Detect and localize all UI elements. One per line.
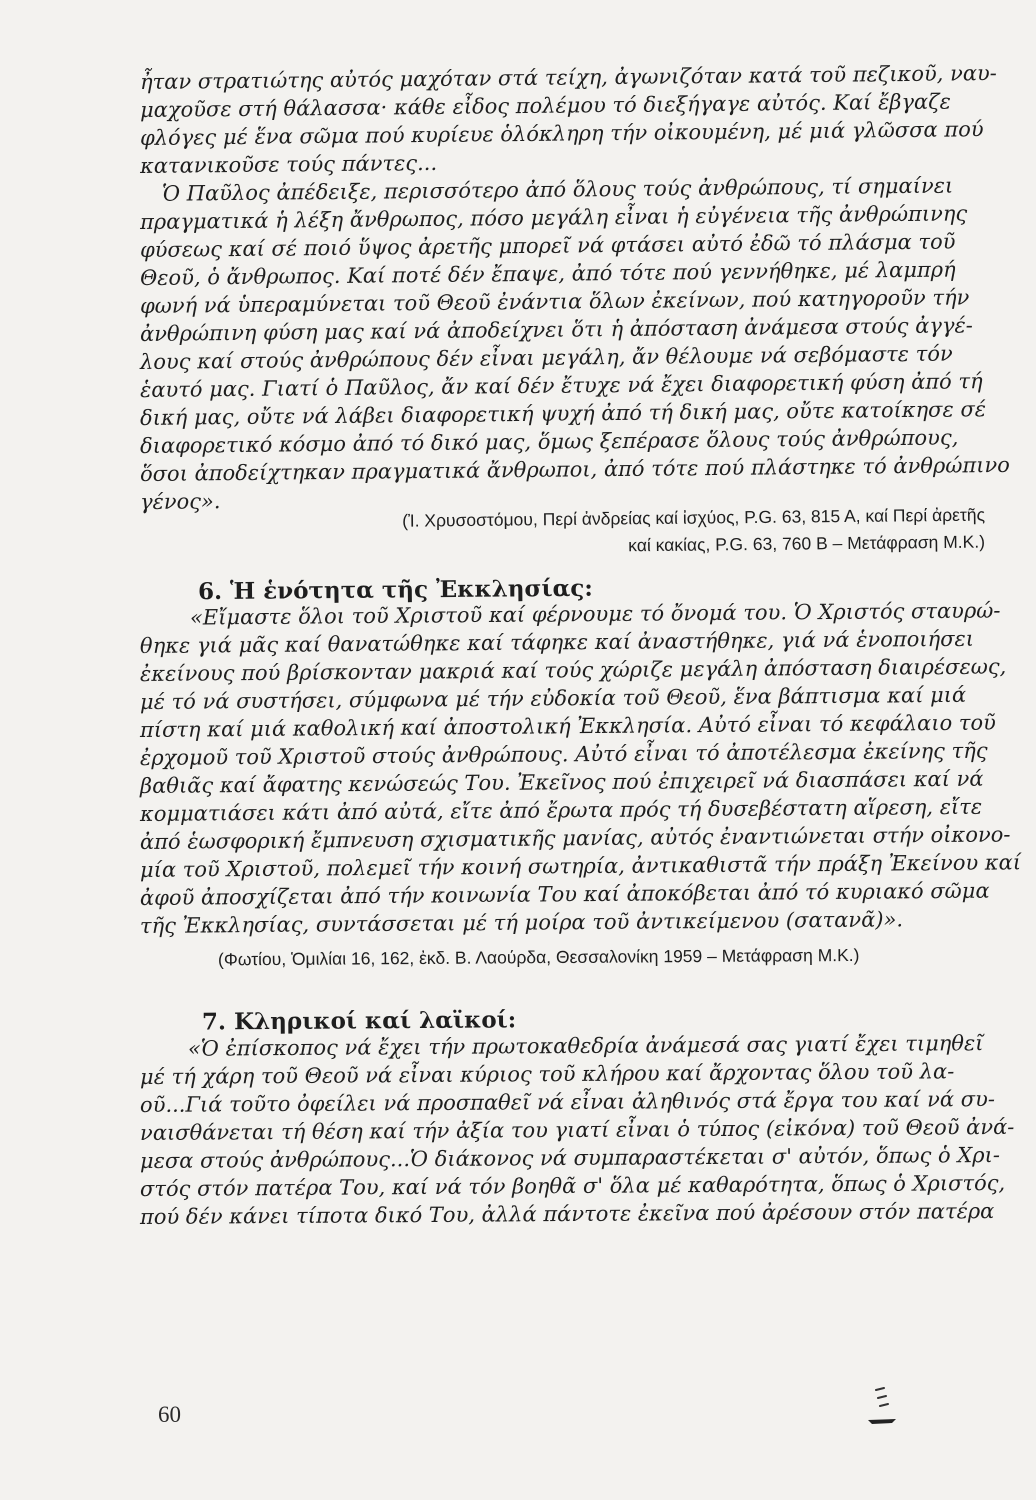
text-line: «Ὁ ἐπίσκοπος νά ἔχει τήν πρωτοκαθεδρία ἀνάμεσά σας γιατί ἔχει τιμηθεῖ xyxy=(187,1031,984,1061)
text-line: βαθιᾶς καί ἄφατης κενώσεώς Του. Ἐκεῖνος πού ἐπιχειρεῖ νά διασπάσει καί νά xyxy=(139,766,984,798)
text-line: ἦταν στρατιώτης αὐτός μαχόταν στά τείχη, ἀγωνιζόταν κατά τοῦ πεζικοῦ, ναυ- xyxy=(139,61,997,94)
text-line: Ὁ Παῦλος ἀπέδειξε, περισσότερο ἀπό ὅλους τούς ἀνθρώπους, τί σημαίνει xyxy=(161,173,954,206)
text-line: πίστη καί μιά καθολική καί ἀποστολική Ἐκκλησία. Αὐτό εἶναι τό κεφάλαιο τοῦ xyxy=(139,710,996,742)
text-line: «Εἴμαστε ὅλοι τοῦ Χριστοῦ καί φέρνουμε τό ὄνομά του. Ὁ Χριστός σταυρώ- xyxy=(189,598,1001,630)
text-line: κατανικοῦσε τούς πάντες... xyxy=(139,150,438,178)
text-line: ἑαυτό μας. Γιατί ὁ Παῦλος, ἄν καί δέν ἔτυχε νά ἔχει διαφορετική φύση ἀπό τή xyxy=(139,369,983,402)
text-line: φλόγες μέ ἕνα σῶμα πού κυρίευε ὁλόκληρη τήν οἰκουμένη, μέ μιά γλῶσσα πού xyxy=(139,117,984,150)
page-body xyxy=(139,61,1022,1231)
text-line: πού δέν κάνει τίποτα δικό Του, ἀλλά πάντοτε ἐκεῖνα πού ἀρέσουν στόν πατέρα xyxy=(139,1199,995,1229)
text-line: διαφορετικό κόσμο ἀπό τό δικό μας, ὅμως ξεπέρασε ὅλους τούς ἀνθρώπους, xyxy=(139,425,959,458)
text-line: κομματιάσει κάτι ἀπό αὐτά, εἴτε ἀπό ἔρωτα πρός τή δυσεβέστατη αἵρεση, εἴτε xyxy=(139,794,983,826)
paragraph-paul xyxy=(139,173,1010,516)
text-line: φύσεως καί σέ ποιό ὕψος ἀρετῆς μπορεῖ νά φτάσει αὐτό ἐδῶ τό πλάσμα τοῦ xyxy=(139,229,956,262)
citation-line: (Ἰ. Χρυσοστόμου, Περί ἀνδρείας καί ἰσχύος, P.G. 63, 815 A, καί Περί ἀρετῆς xyxy=(402,504,986,531)
text-line: ἀφοῦ ἀποσχίζεται ἀπό τήν κοινωνία Του καί ἀποκόβεται ἀπό τό κυριακό σῶμα xyxy=(139,878,990,910)
text-line: λους καί στούς ἀνθρώπους δέν εἶναι μεγάλη, ἄν θέλουμε νά σεβόμαστε τόν xyxy=(139,341,953,374)
text-line: μέ τή χάρη τοῦ Θεοῦ νά εἶναι κύριος τοῦ κλήρου καί ἄρχοντας ὅλου τοῦ λα- xyxy=(139,1059,955,1089)
text-line: ἀνθρώπινη φύση μας καί νά ἀποδείχνει ὅτι ἡ ἀπόσταση ἀνάμεσα στούς ἀγγέ- xyxy=(139,313,973,346)
text-line: στός στόν πατέρα Του, καί νά τόν βοηθᾶ σ' ὅλα μέ καθαρότητα, ὅπως ὁ Χριστός, xyxy=(139,1170,1006,1201)
text-line: μέ τό νά συστήσει, σύμφωνα μέ τήν εὐδοκία τοῦ Θεοῦ, ἕνα βάπτισμα καί μιά xyxy=(139,682,967,714)
text-line: γένος». xyxy=(139,489,221,514)
section-heading-6: 6. Ἡ ἑνότητα τῆς Ἐκκλησίας: xyxy=(197,574,593,606)
section-6-quote xyxy=(139,598,1022,940)
text-line: θηκε γιά μᾶς καί θανατώθηκε καί τάφηκε καί ἀναστήθηκε, γιά νά ἑνοποιήσει xyxy=(139,626,975,658)
citation-photius: (Φωτίου, Ὁμιλίαι 16, 162, ἐκδ. Β. Λαούρδα, Θεσσαλονίκη 1959 – Μετάφραση Μ.Κ.) xyxy=(217,944,860,970)
text-line: τῆς Ἐκκλησίας, συντάσσεται μέ τή μοίρα τοῦ ἀντικείμενου (σατανᾶ)». xyxy=(139,907,904,938)
text-line: Θεοῦ, ὁ ἄνθρωπος. Καί ποτέ δέν ἔπαψε, ἀπό τότε πού γεννήθηκε, μέ λαμπρή xyxy=(139,257,956,290)
text-line: μεσα στούς ἀνθρώπους...Ὁ διάκονος νά συμπαραστέκεται σ' αὐτόν, ὅπως ὁ Χρι- xyxy=(139,1142,1000,1173)
text-line: φωνή νά ὑπεραμύνεται τοῦ Θεοῦ ἐνάντια ὅλων ἐκείνων, πού κατηγοροῦν τήν xyxy=(139,285,970,318)
text-line: μία τοῦ Χριστοῦ, πολεμεῖ τήν κοινή σωτηρία, ἀντικαθιστᾶ τήν πράξη Ἐκείνου καί xyxy=(139,850,1022,882)
section-7-quote xyxy=(139,1031,1015,1231)
citation-chrysostom xyxy=(140,506,985,560)
section-heading-7: 7. Κληρικοί καί λαϊκοί: xyxy=(201,1006,517,1036)
text-line: ἐκείνους πού βρίσκονταν μακριά καί τούς χώριζε μεγάλη ἀπόσταση διαιρέσεως, xyxy=(139,654,1007,686)
text-line: ὅσοι ἀποδείχτηκαν πραγματικά ἄνθρωποι, ἀπό τότε πού πλάστηκε τό ἀνθρώπινο xyxy=(139,452,1010,486)
text-line: πραγματικά ἡ λέξη ἄνθρωπος, πόσο μεγάλη εἶναι ἡ εὐγένεια τῆς ἀνθρώπινης xyxy=(139,201,968,234)
text-line: ναισθάνεται τή θέση καί τήν ἀξία του γιατί εἶναι ὁ τύπος (εἰκόνα) τοῦ Θεοῦ ἀνά- xyxy=(139,1114,1015,1145)
paragraph-continuation xyxy=(139,61,997,180)
text-line: οῦ...Γιά τοῦτο ὀφείλει νά προσπαθεῖ νά εἶναι ἀληθινός στά ἔργα του καί νά συ- xyxy=(139,1087,996,1117)
page-number: 60 xyxy=(158,1402,181,1427)
text-line: δική μας, οὔτε νά λάβει διαφορετική ψυχή ἀπό τή δική μας, οὔτε κατοίκησε σέ xyxy=(139,397,987,430)
text-line: ἀπό ἑωσφορική ἔμπνευση σχισματικῆς μανίας, αὐτός ἐναντιώνεται στήν οἰκονο- xyxy=(139,822,1011,854)
ink-smudge-icon xyxy=(866,1384,900,1428)
text-line: ἐρχομοῦ τοῦ Χριστοῦ στούς ἀνθρώπους. Αὐτό εἶναι τό ἀποτέλεσμα ἐκείνης τῆς xyxy=(139,738,988,770)
text-line: μαχοῦσε στή θάλασσα· κάθε εἶδος πολέμου τό διεξήγαγε αὐτός. Καί ἔβγαζε xyxy=(139,89,951,122)
citation-line: καί κακίας, P.G. 63, 760 B – Μετάφραση Μ.Κ.) xyxy=(628,531,986,556)
